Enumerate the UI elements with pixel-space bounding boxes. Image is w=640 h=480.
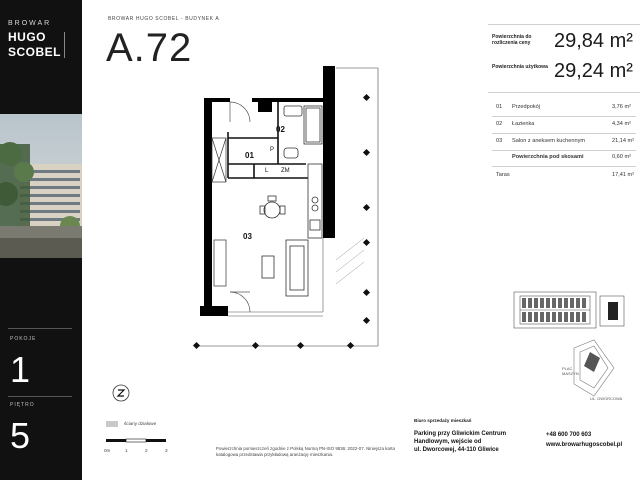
sidebar [0, 0, 82, 480]
price-area-value: 29,84 m² [554, 30, 633, 52]
phone-link[interactable]: +48 600 700 603 [546, 432, 592, 438]
rooms-value: 1 [10, 349, 31, 390]
terrace-area: 17,41 m² [612, 172, 635, 178]
room-rule [492, 166, 636, 167]
kitchen [308, 164, 322, 238]
scale-bar [106, 437, 186, 457]
room-label-03: 03 [243, 232, 252, 241]
partitions [228, 102, 308, 178]
address-line: Handlowym, wejście od [414, 439, 482, 445]
sidebar-divider [8, 328, 72, 329]
key-plan [510, 288, 630, 406]
door-swings [230, 102, 250, 312]
windows [228, 238, 323, 316]
scale-tick: 3 [165, 448, 168, 453]
price-area-label: Powierzchnia do rozliczenia ceny [492, 34, 532, 46]
brand-line-1: BROWAR [8, 20, 52, 27]
room-rule [492, 150, 636, 151]
room-rule [492, 133, 636, 134]
room-num: 03 [496, 138, 503, 144]
slope-area [336, 238, 364, 284]
usable-area-value: 29,24 m² [554, 60, 633, 82]
sales-office-label: Biuro sprzedaży mieszkań [414, 418, 472, 423]
wardrobe [212, 138, 226, 286]
brand-line-3: SCOBEL [8, 45, 62, 59]
building-photo [0, 114, 82, 258]
outer-walls [200, 66, 335, 316]
floor-value: 5 [10, 415, 31, 456]
area-rule [488, 92, 640, 93]
room-name: Salon z aneksem kuchennym [512, 138, 586, 144]
room-num: 01 [496, 104, 503, 110]
sofa [262, 240, 308, 296]
contact-block [546, 430, 640, 450]
plan-label-l: L [265, 168, 269, 174]
plan-label-p: P [270, 147, 275, 153]
floor-label: PIĘTRO [10, 402, 35, 408]
terrace-outline [196, 68, 378, 346]
room-area: 3,76 m² [612, 104, 631, 110]
scale-tick: 0m [104, 448, 111, 453]
website-link[interactable]: www.browarhugoscobel.pl [546, 442, 623, 448]
room-label-02: 02 [276, 125, 285, 134]
room-num: 02 [496, 121, 503, 127]
dining-set [260, 196, 285, 218]
legend-walls: ściany działowe [124, 421, 157, 426]
area-top-rule [488, 24, 640, 25]
scale-tick: 2 [145, 448, 148, 453]
key-plan-street-2: UL. DWORCOWA [590, 396, 623, 401]
unit-title: A.72 [106, 26, 193, 70]
slope-area: 0,60 m² [612, 154, 631, 160]
room-rule [492, 116, 636, 117]
sidebar-divider-2 [8, 396, 72, 397]
rooms-label: POKOJE [10, 336, 37, 342]
north-arrow-icon [112, 384, 130, 402]
sales-office-address [414, 430, 544, 454]
address-line: ul. Dworcowej, 44-110 Gliwice [414, 447, 499, 453]
area-footnote: Powierzchnia pomieszczeń zgodnie z Polską Normą PN-ISO 9836: 2022-07. Niniejsza karta katalogowa przedstawia przykładową aranżację mieszkania. [216, 446, 395, 457]
room-area: 4,34 m² [612, 121, 631, 127]
floor-plan [186, 60, 396, 360]
terrace-name: Taras [496, 172, 510, 178]
breadcrumb: BROWAR HUGO SCOBEL - BUDYNEK A [108, 16, 220, 22]
room-name: Przedpokój [512, 104, 540, 110]
scale-tick: 1 [125, 448, 128, 453]
slope-name: Powierzchnia pod skosami [512, 154, 584, 160]
address-line: Parking przy Gliwickim Centrum [414, 431, 507, 437]
brand-line-2: HUGO [8, 30, 46, 44]
room-area: 21,14 m² [612, 138, 635, 144]
logo-divider [64, 32, 65, 58]
brand-logo [0, 18, 82, 66]
partition-swatch [106, 421, 118, 427]
usable-area-label: Powierzchnia użytkowa [492, 64, 548, 70]
room-label-01: 01 [245, 151, 254, 160]
key-plan-street: PLAC MASZYN [562, 366, 579, 376]
room-name: Łazienka [512, 121, 535, 127]
bathroom-fixtures [284, 106, 322, 158]
plan-label-zm: ZM [281, 168, 290, 174]
